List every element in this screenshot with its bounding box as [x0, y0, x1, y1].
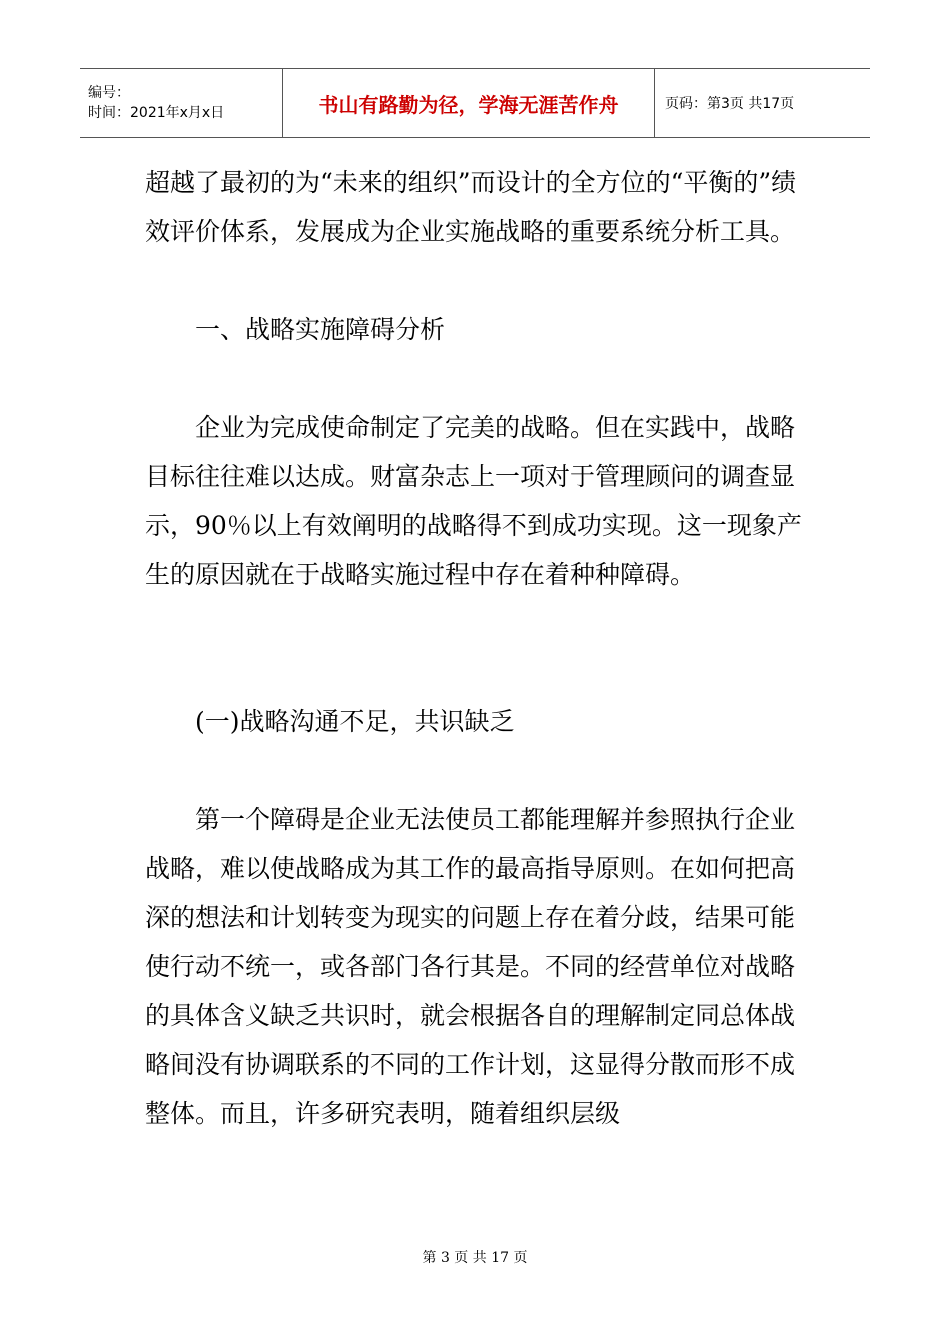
section-heading-2: (一)战略沟通不足，共识缺乏 — [195, 707, 515, 736]
paragraph-1: 超越了最初的为“未来的组织”而设计的全方位的“平衡的”绩效评价体系，发展成为企业实施战略的重要系统分析工具。 — [145, 168, 797, 246]
motto-text: 书山有路勤为径，学海无涯苦作舟 — [318, 92, 619, 117]
header-meta — [80, 69, 282, 137]
page-footer — [0, 1247, 950, 1267]
paragraph-3: 第一个障碍是企业无法使员工都能理解并参照执行企业战略，难以使战略成为其工作的最高指导原则。在如何把高深的想法和计划转变为现实的问题上存在着分歧，结果可能使行动不统一，或各部门各行其是。不同的经营单位对战略的具体含义缺乏共识时，就会根据各自的理解制定同总体战略间没有协调联系的不同的工作计划，这显得分散而形不成整体。而且，许多研究表明，随着组织层级 — [145, 805, 796, 1128]
number-label: 编号： — [88, 85, 130, 101]
document-body — [145, 158, 810, 1138]
header-page-info — [655, 69, 870, 137]
header-motto — [282, 69, 655, 137]
paragraph-2: 企业为完成使命制定了完美的战略。但在实践中，战略目标往往难以达成。财富杂志上一项对于管理顾问的调查显示，90％以上有效阐明的战略得不到成功实现。这一现象产生的原因就在于战略实施过程中存在着种种障碍。 — [145, 413, 802, 589]
time-label: 时间：2021年x月x日 — [88, 105, 225, 121]
document-header — [80, 68, 870, 138]
footer-page-number: 第 3 页 共 17 页 — [422, 1250, 528, 1266]
section-heading-1: 一、战略实施障碍分析 — [195, 315, 446, 344]
page-info-text: 页码：第3页 共17页 — [665, 96, 795, 112]
